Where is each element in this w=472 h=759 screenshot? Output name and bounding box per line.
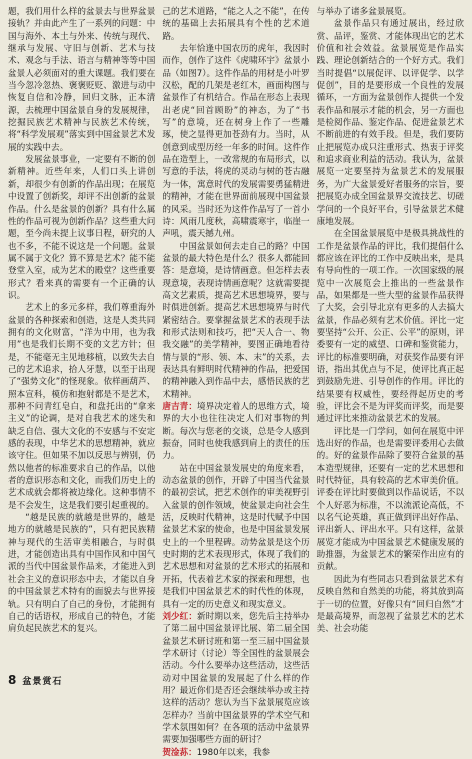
paragraph-text: 发展盆景事业，一定要有不断的创新精神。近些年来，人们口头上讲创新，却很少有创新的作品出现；在展览中设置了创新奖，却评不出创新的盆景作品。什么是盆景的创新？具有什么属性的作品可视为创新作品？这些重大问题，至今尚未提上议事日程，研究的人也不多，不能不说这是一个问题。盆景属不属于文化？算不算是艺术？能不能登堂入室，成为艺术的殿堂？这些重要形式？看来真的需要有一个正确的认识。 — [8, 155, 156, 301]
speaker-name: 刘少红： — [162, 611, 198, 622]
paragraph-text: 1980年以来，我参 — [196, 747, 271, 758]
paragraph-text: 在全国盆景展览中是极具挑战性的工作是盆景作品的评比，我们提倡什么都应该在评比的工作中反映出来，是具有导向性的一项工作。一次国家级的展览中一次展览会上推出的一些盆景作品，如果都是一些大型的盆景作品获得了大奖，会引导北京有更多的人去搞大盆景，作品必须有艺术价值。评比一定要坚持“公开、公正、公平”的原则，评委要有一定的威望、口碑和鉴赏能力，评比的标准要明确，对获奖作品要有评语，指出其优点与不足，使评比真正起到鼓励先进、引导创作的作用。评比的结果要有权威性，要经得起历史的考验，评比会不是为评奖而评奖，而是要通过评比来推动盆景艺术的发展。 — [316, 229, 464, 425]
paragraph-text: 中国盆景如何去走自己的路？中国盆景的最大特色是什么？很多人都能回答：是意境，是诗情画意。但怎样去表现意境，表现诗情画意呢？这就需要提高文艺素质，提高艺术思想境界，要与时俱进创新。提高艺术思想境界与时代紧密结合。要掌握盆景艺术的表现手法和形式法则和技巧，把“天人合一、物我交融”的美学精神，要图正确地看待情与景的“形、领、本、末”的关系，去表达具有鲜明时代精神的作品，把爱国的精神融入到作品中去，感悟民族的艺术精神。 — [162, 241, 310, 400]
paragraph — [162, 241, 309, 401]
paragraph — [162, 6, 309, 43]
paragraph-text: 去年恰逢中国农历的虎年，我因时而作，创作了这件《虎啸环宇》盆景小品（如图7）。这件作品的用材是小叶罗汉松，配的几架是老红木，画面构图与盆景作了有机结合。作品在形态上表现出老虎“回首顾盼”的神态，为了“书写”的意境，还在树身上作了一些雕琢，使之显得更加苍劲有力。当时，从创意到成型历经一年多的时间。这件作品在造型上，一改常规的布局形式，以写意的手法，将虎的灵动与树的苍古融为一体，寓意时代的发展需要勇猛精进的精神，才能在世界面前展现中国盆景的风采。当时还为这件作品写了一首小诗：风雨几度秋，高啸震寒宇，临崖一声吼，震天撼九州。 — [162, 44, 310, 240]
paragraph-text: 题，我们用什么样的盆景去与世界盆景接轨？并由此产生了一系列的问题：中国与海外、本土与外来、传统与现代、继承与发展、守旧与创新、艺术与技术、观念与手法、语言与精神等等中国盆景人必须面对的重大课题。我们要在当今忽冷忽热、褒褒贬贬、激进与动中恢复自信和冷静，回归文脉，正本清源，去梳理中国盆景自身的发展规律，挖掘民族艺术精神与民族艺术传统，将“科学发展观”落实到中国盆景艺术发展的实践中去。 — [8, 7, 156, 153]
column-2 — [162, 6, 310, 758]
paragraph-text: 站在中国盆景发展史的角度来看，动态盆景的创作，开辟了中国当代盆景的最初尝试，把艺术创作的审美视野引入盆景的创作领域，使盆景走向社会生活，反映时代精神，这是时代赋予中国盆景艺术家的使命，也是中国盆景发展史上的一个里程碑。动势盆景是这个历史时期的艺术表现形式，体现了我们的艺术思想和对盆景的艺术形式的拓展和开拓，代表着艺术家的探索和理想，也是我们中国盆景艺术的时代性的体现，具有一定的历史意义和现实意义。 — [162, 463, 310, 610]
paragraph-text: 因此为有些同志只看到盆景艺术有反映自然和自然美的功能，将其放到高于一切的位置，好像只有“回归自然”才是最高境界，而忽视了盆景艺术的艺术美、社会功能 — [316, 574, 464, 635]
column-3 — [317, 6, 464, 678]
paragraph — [162, 463, 309, 611]
paragraph-text: 评比是一门学问，如何在展览中评选出好的作品，也是需要评委用心去做的。好的盆景作品除了要符合盆景的基本造型规律，还要有一定的艺术思想和时代特征，具有较高的艺术审美价值。评委在评比时要做到以作品说话，不以个人好恶为标准，不以流派论高低，不以名气论英雄，真正做到评出好作品、评出新人、评出水平。只有这样，盆景展览才能成为中国盆景艺术健康发展的助推器，为盆景艺术的繁荣作出应有的贡献。 — [316, 426, 464, 573]
paragraph — [162, 611, 309, 747]
paragraph — [162, 43, 309, 241]
paragraph — [317, 228, 464, 426]
speaker-name: 贺淦荪： — [162, 747, 197, 758]
paragraph — [317, 6, 464, 18]
speaker-name: 唐吉青： — [162, 402, 198, 412]
paragraph — [162, 401, 309, 463]
paragraph — [317, 426, 464, 574]
paragraph — [8, 6, 155, 154]
page-number: 8 — [8, 673, 17, 687]
paragraph-text: 艺术上的多元多样，我们尊重海外盆景的各种探索和创造，这是人类共同拥有的文化财富，“洋为中用，也为我用”也是我们长期不变的文艺方针；但是，不能毫无主见地移植，以致失去自己的艺术追求，拾人牙慧，以至于出现了“强势文化”的怪现象。依样画葫芦、照本宣科，模仿和抱射都是不是艺术，那种不问青红皂白，和盘托出的“拿来主义”的论调，是对自我艺术的迷失和缺乏自信、强大文化的不安感与不安定感的表现，中华艺术的思想精神，就应该守住。但如果不加以反思与辨别，仍然以他者的标准要求自己的作品，以他者的意识形态和文化，而我们历史上的艺术成就会都将被边缘化。这种事情不是不会发生，这是我们要引起重视的。 — [8, 303, 156, 511]
paragraph-text: 与举办了诸多盆景展览。 — [316, 7, 412, 17]
paragraph-text: 新时期以来，您先后主持举办了第二届中国盆景评比展、第二届全国盆景艺术研讨班和第一至三届中国盆景学术研讨（讨论）等全国性的盆景展会活动。今什么要举办这些活动，这些活动对中国盆景的发展起了什么样的作用？最近你们是否还会继续举办或主持这样的活动？您认为当下盆景展览应该怎样办？当前中国盆景界的学术空气和学术氛围如何？在各项的活动中盆景界需要加强哪些方面的研讨？ — [162, 611, 310, 746]
page-footer — [8, 673, 62, 689]
paragraph-text: “越是民族的就越是世界的，越是地方的就越是民族的”，只有把民族精神与现代的生活审美相融合，与时俱进，才能创造出具有中国作风和中国气派的当代中国盆景作品来，才能进入到社会主义的意识形态中去，才能以自身的中国盆景艺术特有的面貌去与世界接轨。只有明白了自己的身份，才能拥有自己的话语权，形成自己的特色，才能肩负起民族艺术的复兴。 — [8, 513, 156, 635]
paragraph — [8, 302, 155, 512]
magazine-name: 盆景赏石 — [22, 677, 63, 687]
paragraph-text: 盆景作品只有通过展出，经过欣赏、品评，鉴赏、才能体现出它的艺术价值和社会效益。盆景展览是作品实践、理论创新结合的一个好方式。我们当时提倡“以展促评、以评促学、以学促创”，目的是要形成一个良性的发展循环，一方面为盆景创作人提供一个发表作品和展示才能的机会，另一方面也是检阅作品、鉴定作品、促进盆景艺术不断前进的有效手段。但是，我们要防止把展览办成只注重形式、热衷于评奖和追求商业利益的活动。我认为，盆景展览一定要坚持为盆景艺术的发展服务，为广大盆景爱好者服务的宗旨，要把展览办成全国盆景界交流技艺、切磋学问的一个良好平台，引导盆景艺术健康地发展。 — [316, 19, 464, 227]
paragraph — [162, 747, 309, 759]
paragraph — [317, 18, 464, 228]
paragraph-text: 己的艺术道路，“能之人之不能”，在传统的基础上去拓展具有个性的艺术道路。 — [162, 7, 310, 42]
paragraph — [8, 512, 155, 635]
paragraph-text: 境界决定着人的思维方式，境界的大小也往往决定人们对事物的判断。每次与您老的交谈，总是令人感到振奋，同时也使我感到肩上的责任的压力。 — [162, 402, 310, 462]
paragraph — [317, 574, 464, 636]
column-1 — [8, 6, 155, 678]
paragraph — [8, 154, 155, 302]
